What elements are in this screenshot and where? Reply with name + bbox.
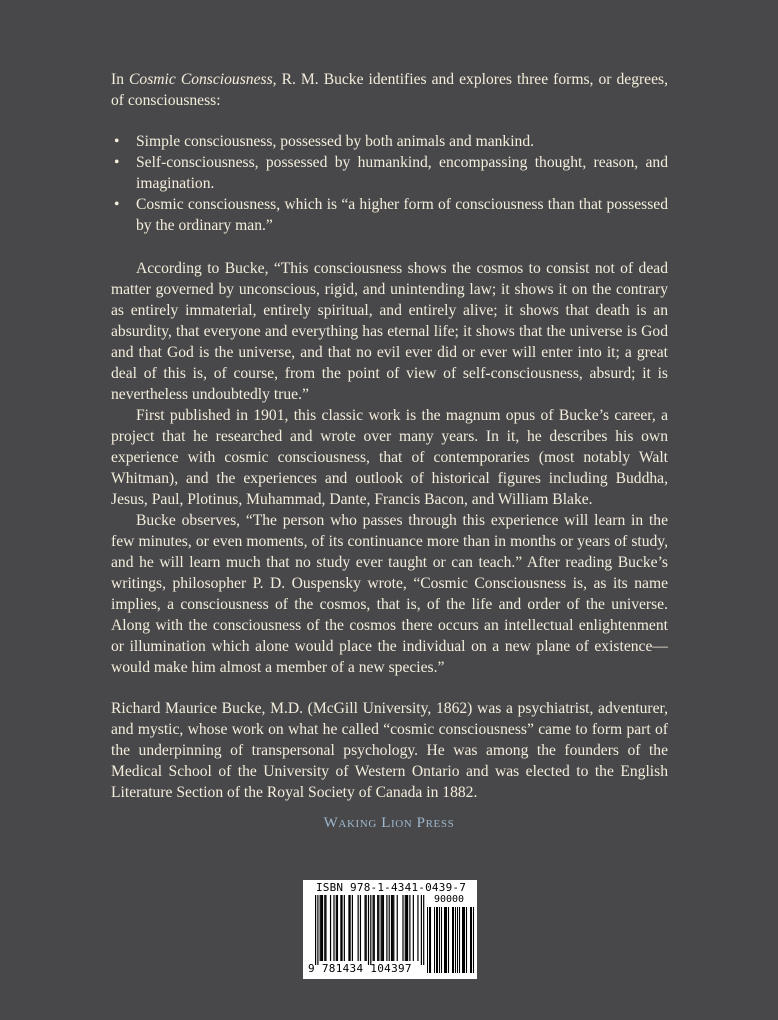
barcode-bar bbox=[330, 895, 331, 961]
barcode-addon-bar bbox=[470, 907, 471, 973]
barcode-bar bbox=[378, 895, 379, 961]
barcode-addon-bar bbox=[455, 907, 456, 973]
barcode-bar bbox=[340, 895, 341, 961]
barcode-addon-bar bbox=[430, 907, 431, 973]
barcode-bar bbox=[393, 895, 394, 961]
barcode-bar bbox=[320, 895, 321, 961]
barcode-bar bbox=[383, 895, 384, 961]
barcode-bar bbox=[382, 895, 383, 961]
bullet-icon: • bbox=[114, 154, 120, 171]
ouspensky-paragraph: Bucke observes, “The person who passes through this experience will learn in the few minutes, or even moments, of its continuance more than in months or years of study, and he will learn much that no study ever taught or can teach.” After reading Bucke’s writings, philosopher P. D. Ouspensky wrote, “Cosmic Consciousness is, as its name implies, a consciousness of the cosmos, that is, of the life and order of the universe. Along with the consciousness of the cosmos there occurs an intellectual enlightenment or illumination which alone would place the individual on a new plane of existence—would make him almost a member of a new species.” bbox=[111, 512, 668, 676]
barcode-bar bbox=[381, 895, 382, 961]
barcode-bar bbox=[360, 895, 361, 961]
barcode-addon-bar bbox=[464, 907, 465, 973]
consciousness-forms-list bbox=[111, 131, 668, 236]
ean-digits: 9 781434 104397 bbox=[308, 962, 412, 975]
barcode-bar bbox=[397, 895, 398, 961]
price-code: 90000 bbox=[433, 894, 465, 905]
book-title: Cosmic Consciousness, bbox=[129, 71, 277, 88]
barcode-bar bbox=[409, 895, 410, 961]
barcode-addon-bar bbox=[445, 907, 446, 973]
barcode-bar bbox=[373, 895, 374, 961]
barcode-addon-bar bbox=[434, 907, 435, 973]
barcode-bar bbox=[358, 895, 359, 961]
barcode-addon-bar bbox=[473, 907, 474, 973]
barcode-addon-bar bbox=[437, 907, 438, 973]
barcode-bar bbox=[337, 895, 338, 961]
barcode-bar bbox=[336, 895, 337, 961]
barcode-addon-bar bbox=[441, 907, 442, 973]
barcode-bar bbox=[315, 895, 316, 965]
list-item: • Self-consciousness, possessed by humankind, encompassing thought, reason, and imagination. bbox=[114, 154, 668, 192]
barcode-bar bbox=[374, 895, 375, 961]
barcode-bar bbox=[417, 895, 418, 961]
barcode-addon-bar bbox=[466, 907, 467, 973]
publisher-name: Waking Lion Press bbox=[323, 815, 455, 831]
barcode-bar bbox=[325, 895, 326, 961]
barcode-addon-bar bbox=[463, 907, 464, 973]
barcode-bar bbox=[324, 895, 325, 961]
barcode-bar bbox=[406, 895, 407, 961]
barcode-addon-bar bbox=[457, 907, 458, 973]
barcode-addon-bar bbox=[436, 907, 437, 973]
list-item: • Simple consciousness, possessed by both animals and mankind. bbox=[114, 133, 535, 150]
barcode-bar bbox=[391, 895, 392, 961]
barcode-bar bbox=[341, 895, 342, 961]
barcode-bar bbox=[392, 895, 393, 961]
barcode-bar bbox=[370, 895, 371, 965]
barcode-bar bbox=[344, 895, 345, 961]
barcode-bar bbox=[321, 895, 322, 961]
barcode-bar bbox=[364, 895, 365, 961]
barcode-bar bbox=[386, 895, 387, 961]
barcode-bar bbox=[366, 895, 367, 961]
barcode-bar bbox=[352, 895, 353, 961]
isbn-label: ISBN 978-1-4341-0439-7 bbox=[315, 881, 467, 894]
barcode-addon-bar bbox=[446, 907, 447, 973]
barcode-bar bbox=[348, 895, 349, 961]
barcode-addon-bar bbox=[429, 907, 430, 973]
barcode-addon-bar bbox=[459, 907, 460, 973]
bullet-icon: • bbox=[114, 196, 120, 213]
barcode-bar bbox=[402, 895, 403, 961]
barcode-bar bbox=[368, 895, 369, 965]
barcode-bar bbox=[317, 895, 318, 965]
quote-paragraph: According to Bucke, “This consciousness shows the cosmos to consist not of dead matter governed by unconscious, rigid, and unintending law; it shows it on the contrary as entirely immaterial, entirely spiritual, and entirely alive; it shows that death is an absurdity, that everyone and everything has eternal life; it shows that the universe is God and that God is the universe, and that no evil ever did or ever will enter into it; a great deal of this is, of course, from the point of view of self-consciousness, absurd; it is nevertheless undoubtedly true.” bbox=[111, 260, 668, 403]
barcode-bar bbox=[377, 895, 378, 961]
barcode-addon-bar bbox=[471, 907, 472, 973]
barcode-bar bbox=[421, 895, 422, 965]
barcode-bar bbox=[407, 895, 408, 961]
barcode-bar bbox=[413, 895, 414, 961]
barcode-addon-bar bbox=[462, 907, 463, 973]
list-item: • Cosmic consciousness, which is “a higher form of consciousness than that possessed by the ordinary man.” bbox=[114, 196, 668, 234]
barcode-addon-bar bbox=[439, 907, 440, 973]
author-bio: Richard Maurice Bucke, M.D. (McGill University, 1862) was a psychiatrist, adventurer, and mystic, whose work on what he called “cosmic consciousness” came to form part of the underpinning of transpersonal psychology. He was among the founders of the Medical School of the University of Western Ontario and was elected to the English Literature Section of the Royal Society of Canada in 1882. bbox=[111, 700, 668, 801]
barcode-bar bbox=[333, 895, 334, 961]
barcode-addon-bar bbox=[453, 907, 454, 973]
barcode-bar bbox=[405, 895, 406, 961]
barcode-addon-bar bbox=[427, 907, 428, 973]
barcode-addon-bar bbox=[444, 907, 445, 973]
barcode-bar bbox=[350, 895, 351, 961]
history-paragraph: First published in 1901, this classic work is the magnum opus of Bucke’s career, a project that he researched and wrote over many years. In it, he describes his own experience with cosmic consciousness, that of contemporaries (most notably Walt Whitman), and the experiences and outlook of historical figures including Buddha, Jesus, Paul, Plotinus, Muhammad, Dante, Francis Bacon, and William Blake. bbox=[111, 407, 668, 508]
barcode-addon-bar bbox=[448, 907, 449, 973]
barcode-bar bbox=[389, 895, 390, 961]
back-cover-text bbox=[111, 69, 668, 803]
barcode-bar bbox=[322, 895, 323, 961]
barcode-addon-bar bbox=[452, 907, 453, 973]
isbn-barcode bbox=[303, 880, 477, 979]
intro-paragraph: In Cosmic Consciousness, R. M. Bucke identifies and explores three forms, or degrees, of consciousness: bbox=[111, 71, 668, 109]
bullet-icon: • bbox=[114, 133, 120, 150]
